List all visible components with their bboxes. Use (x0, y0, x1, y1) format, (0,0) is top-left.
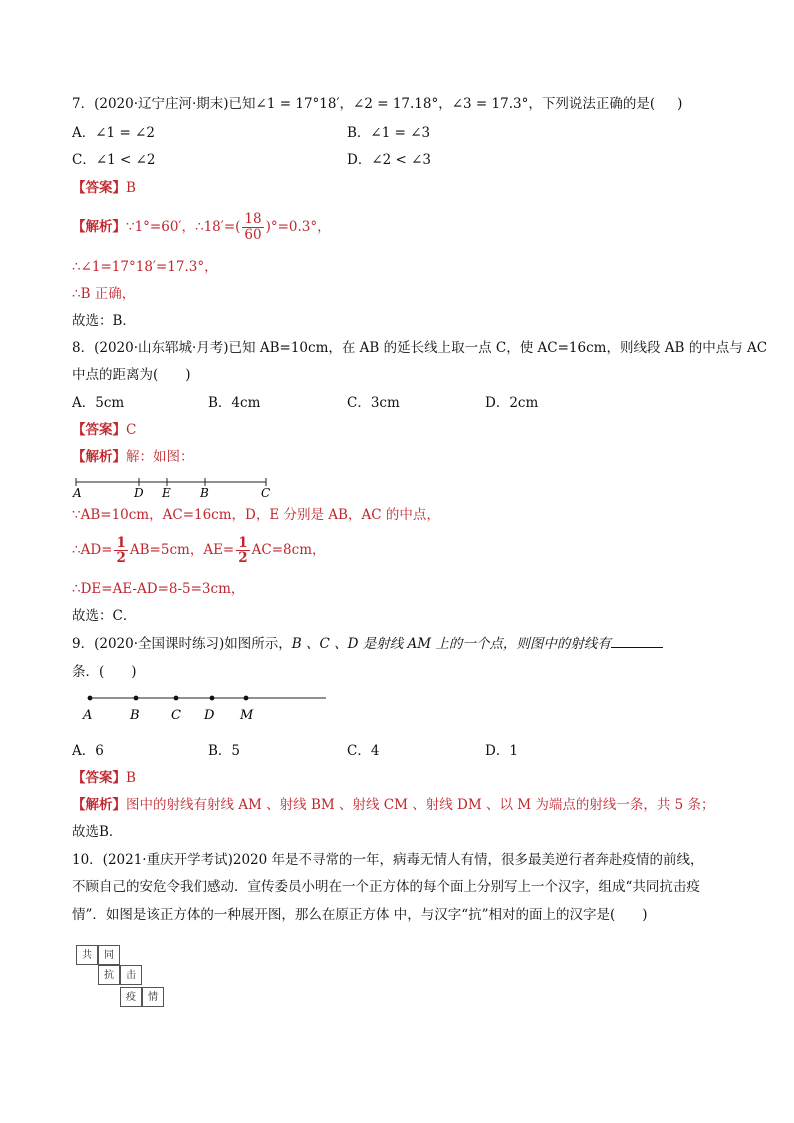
q8-conclusion: 故选：C． (72, 608, 137, 624)
q7-option-a: A．∠1 = ∠2 (72, 125, 155, 141)
q10-stem-line-3: 情”．如图是该正方体的一种展开图，那么在原正方体 中，与汉字“抗”相对的面上的汉字是( ) (72, 907, 648, 923)
net-face-ji: 击 (120, 965, 142, 985)
q8-analysis-line-2: ∵AB=10cm，AC=16cm，D，E 分别是 AB，AC 的中点， (72, 507, 440, 523)
net-face-qing: 情 (142, 987, 164, 1007)
net-face-yi: 疫 (120, 987, 142, 1007)
q9-point-a-label: A (83, 708, 93, 723)
q8-point-b-label: B (200, 486, 209, 500)
q9-ray-figure (78, 690, 328, 726)
q8-analysis-line-3: ∴AD= $\frac{1}{2}$ AB=5cm，AE= $\frac{1}{2}$ AC=8cm， (72, 535, 326, 566)
q8-option-c: C．3cm (347, 395, 400, 411)
q9-option-d: D．1 (485, 743, 518, 759)
q10-stem-line-2: 不顾自己的安危令我们感动．宣传委员小明在一个正方体的每个面上分别写上一个汉字，组成“共同抗击疫 (72, 879, 700, 895)
q7-analysis-line-3: ∴B 正确， (72, 286, 136, 302)
q8-point-c-label: C (261, 486, 271, 500)
q9-option-b: B．5 (208, 743, 241, 759)
q9-point-b-label: B (130, 708, 140, 723)
q8-option-a: A．5cm (72, 395, 125, 411)
q10-cube-net (76, 945, 176, 1015)
q7-option-d: D．∠2 < ∠3 (347, 152, 432, 168)
q9-stem-line-2: 条．( ) (72, 664, 137, 680)
q7-answer: 【答案】B (72, 180, 136, 196)
net-face-tong: 同 (98, 945, 120, 965)
q8-point-d-label: D (134, 486, 144, 500)
q9-analysis: 【解析】图中的射线有射线 AM 、射线 BM 、射线 CM 、射线 DM 、以 M 为端点的射线一条，共 5 条； (72, 797, 715, 813)
q8-option-b: B．4cm (208, 395, 261, 411)
q8-option-d: D．2cm (485, 395, 539, 411)
q9-point-m-label: M (240, 708, 254, 723)
net-face-kang: 抗 (98, 965, 120, 985)
q8-answer: 【答案】C (72, 422, 137, 438)
q8-point-a-label: A (73, 486, 82, 500)
q8-analysis-line-4: ∴DE=AE-AD=8-5=3cm， (72, 581, 245, 597)
q7-option-c: C．∠1 < ∠2 (72, 152, 156, 168)
q10-stem-line-1: 10．(2021·重庆开学考试)2020 年是不寻常的一年，病毒无情人有情，很多最美逆行者奔赴疫情的前线， (72, 852, 704, 868)
q8-half-fraction-1: $\frac{1}{2}$ (116, 535, 126, 566)
q9-conclusion: 故选B． (72, 824, 123, 840)
q9-option-a: A．6 (72, 743, 104, 759)
q8-stem-line-1: 8．(2020·山东郓城·月考)已知 AB=10cm，在 AB 的延长线上取一点 C，使 AC=16cm，则线段 AB 的中点与 AC (72, 340, 768, 356)
q9-answer: 【答案】B (72, 770, 136, 786)
q7-stem: 7．(2020·辽宁庄河·期末)已知∠1 = 17°18′，∠2 = 17.18°，∠3 = 17.3°，下列说法正确的是( ) (72, 96, 683, 112)
q9-option-c: C．4 (347, 743, 380, 759)
q7-conclusion: 故选：B． (72, 313, 136, 329)
q8-point-e-label: E (162, 486, 171, 500)
q8-segment-figure (70, 474, 280, 500)
q9-point-d-label: D (204, 708, 215, 723)
q9-point-c-label: C (171, 708, 181, 723)
net-face-gong: 共 (76, 945, 98, 965)
q7-analysis-line-1: 【解析】∵1°=60′，∴18′=( $\frac{18}{60}$ )°=0.3°， (72, 211, 331, 243)
q8-half-fraction-2: $\frac{1}{2}$ (238, 535, 248, 566)
q9-answer-blank (611, 635, 663, 648)
q8-stem-line-2: 中点的距离为( ) (72, 367, 191, 383)
q7-option-b: B．∠1 = ∠3 (347, 125, 431, 141)
q7-fraction: $\frac{18}{60}$ (244, 211, 262, 243)
q7-analysis-line-2: ∴∠1=17°18′=17.3°， (72, 259, 218, 275)
q9-stem-line-1: 9．(2020·全国课时练习)如图所示，B 、C 、D 是射线 AM 上的一个点，则图中的射线有 (72, 635, 663, 653)
q8-analysis-line-1: 【解析】解：如图： (72, 449, 194, 465)
